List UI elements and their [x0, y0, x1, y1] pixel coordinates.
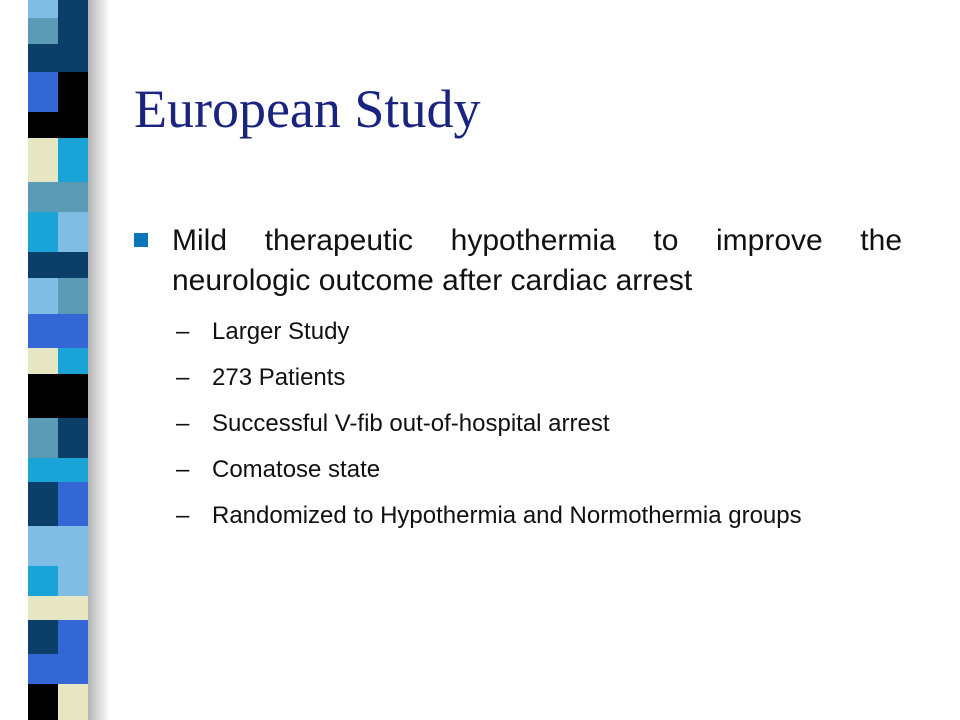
- stripe-block: [28, 684, 58, 720]
- stripe-block: [58, 374, 88, 418]
- dash-bullet-icon: –: [176, 410, 190, 437]
- sub-bullet-text: Successful V-fib out-of-hospital arrest: [212, 410, 610, 437]
- stripe-block: [58, 278, 88, 314]
- stripe-block: [58, 252, 88, 278]
- stripe-block: [28, 212, 58, 252]
- stripe-block: [28, 418, 58, 458]
- stripe-block: [58, 526, 88, 566]
- sub-bullet-text: Randomized to Hypothermia and Normothermia groups: [212, 502, 802, 529]
- stripe-block: [28, 620, 58, 654]
- sub-bullet: [176, 317, 924, 347]
- stripe-block: [58, 0, 88, 18]
- stripe-block: [58, 44, 88, 72]
- decorative-stripe: [0, 0, 110, 720]
- stripe-block: [28, 252, 58, 278]
- stripe-block: [28, 526, 58, 566]
- stripe-block: [58, 458, 88, 482]
- sub-bullet-text: Larger Study: [212, 318, 350, 345]
- stripe-block: [28, 314, 58, 348]
- slide-title: European Study: [134, 79, 481, 139]
- dash-bullet-icon: –: [176, 318, 190, 345]
- stripe-block: [28, 348, 58, 374]
- bullet-list: [134, 221, 924, 547]
- dash-bullet-icon: –: [176, 364, 190, 391]
- sub-bullet: [176, 409, 924, 439]
- stripe-block: [28, 72, 58, 112]
- stripe-block: [28, 0, 58, 18]
- stripe-block: [28, 482, 58, 526]
- sub-bullet-list: [176, 317, 924, 531]
- stripe-block: [58, 482, 88, 526]
- stripe-block: [28, 374, 58, 418]
- sub-bullet: [176, 501, 924, 531]
- main-bullet-text: Mild therapeutic hypothermia to improve the neurologic outcome after cardiac arrest: [172, 224, 902, 297]
- stripe-block: [58, 418, 88, 458]
- stripe-block: [28, 44, 58, 72]
- stripe-block: [28, 112, 58, 138]
- stripe-block: [28, 278, 58, 314]
- square-bullet-icon: [134, 233, 148, 247]
- stripe-block: [58, 72, 88, 112]
- stripe-block: [58, 182, 88, 212]
- stripe-block: [58, 212, 88, 252]
- stripe-block: [58, 112, 88, 138]
- stripe-block: [28, 138, 58, 182]
- stripe-block: [58, 620, 88, 654]
- stripe-block: [58, 348, 88, 374]
- sub-bullet: [176, 455, 924, 485]
- stripe-block: [58, 314, 88, 348]
- stripe-block: [28, 182, 58, 212]
- stripe-block: [28, 596, 58, 620]
- sub-bullet-text: Comatose state: [212, 456, 381, 483]
- stripe-block: [28, 566, 58, 596]
- stripe-block: [58, 566, 88, 596]
- stripe-block: [58, 684, 88, 720]
- stripe-block: [58, 138, 88, 182]
- stripe-block: [28, 18, 58, 44]
- sub-bullet: [176, 363, 924, 393]
- dash-bullet-icon: –: [176, 502, 190, 529]
- sub-bullet-text: 273 Patients: [212, 364, 346, 391]
- dash-bullet-icon: –: [176, 456, 190, 483]
- main-bullet: [134, 221, 924, 301]
- stripe-block: [58, 654, 88, 684]
- stripe-block: [28, 458, 58, 482]
- stripe-block: [28, 654, 58, 684]
- stripe-block: [58, 596, 88, 620]
- stripe-block: [58, 18, 88, 44]
